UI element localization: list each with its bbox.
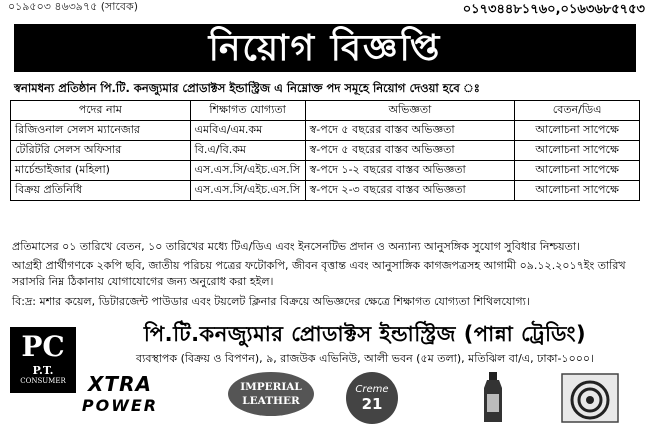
table-row xyxy=(11,181,640,201)
cell-salary: আলোচনা সাপেক্ষে xyxy=(515,161,640,181)
application-note: আগ্রহী প্রার্থীগণকে ২কপি ছবি, জাতীয় পরিচয় পত্রের ফটোকপি, জীবন বৃত্তান্ত এবং আনুসাঙ্গিক কাগজপত্রসহ আগামী ০৯.১২.২০১৭ইং তারিখ সরাসরি নিম্ন ঠিকানায় যোগাযোগের জন্য অনুরোধ করা হইল। xyxy=(12,259,626,288)
top-strip xyxy=(0,0,651,22)
special-note: বি:দ্র: মশার কয়েল, ডিটারজেন্ট পাউডার এবং টয়লেট ক্লিনার বিক্রয়ে অভিজ্ঞদের ক্ষেত্রে শিক্ষাগত যোগ্যতা শিথিলযোগ্য। xyxy=(12,295,530,308)
salary-note: প্রতিমাসের ০১ তারিখে বেতন, ১০ তারিখের মধ্যে টিএ/ডিএ এবং ইনসেনটিভ প্রদান ও অন্যান্য আনুসঙ্গিক সুযোগ সুবিধার নিশ্চয়তা। xyxy=(12,240,581,253)
imperial-leather-logo xyxy=(228,372,314,424)
imperial-leather-badge xyxy=(228,372,314,416)
creme21-badge xyxy=(346,372,398,424)
creme-number: 21 xyxy=(361,395,383,413)
table-row xyxy=(11,161,640,181)
cell-salary: আলোচনা সাপেক্ষে xyxy=(515,181,640,201)
mosquito-coil-box-icon xyxy=(560,372,620,424)
logo-mark: PC xyxy=(21,330,65,363)
cell-qualification: এস.এস.সি/এইচ.এস.সি xyxy=(190,161,305,181)
cell-qualification: এস.এস.সি/এইচ.এস.সি xyxy=(190,181,305,201)
creme-word: Creme xyxy=(355,384,389,395)
power-word: POWER xyxy=(81,396,159,415)
xtra-power-logo xyxy=(80,372,160,424)
cell-qualification: এমবিএ/এম.কম xyxy=(190,121,305,141)
cell-experience: স্ব-পদে ৫ বছরের বাস্তব অভিজ্ঞতা xyxy=(305,121,515,141)
header-post: পদের নাম xyxy=(11,101,191,121)
header-qualification: শিক্ষাগত যোগ্যতা xyxy=(190,101,305,121)
cell-experience: স্ব-পদে ৫ বছরের বাস্তব অভিজ্ঞতা xyxy=(305,141,515,161)
table-row xyxy=(11,121,640,141)
company-logo xyxy=(10,327,76,393)
logo-subtitle: CONSUMER xyxy=(20,377,66,385)
top-left-text: ০১৯৫০৩ ৪৬৩৯৭৫ (সাবেক) xyxy=(8,0,139,13)
recruitment-headline: নিয়োগ বিজ্ঞপ্তি xyxy=(14,24,636,72)
cell-experience: স্ব-পদে ২-৩ বছরের বাস্তব অভিজ্ঞতা xyxy=(305,181,515,201)
company-address: ব্যবস্থাপক (বিক্রয় ও বিপণন), ৯, রাজউক এভিনিউ, আলী ভবন (৫ম তলা), মতিঝিল বা/এ, ঢাকা-১০০০। xyxy=(136,352,594,365)
header-experience: অভিজ্ঞতা xyxy=(305,101,515,121)
contact-phone: ০১৭৩৪৪৮১৭৬০,০১৬৩৬৮৫৭৫৩ xyxy=(457,0,651,20)
toilet-cleaner-bottle-icon xyxy=(478,372,508,424)
cell-post: রিজিওনাল সেলস ম্যানেজার xyxy=(11,121,191,141)
company-name: পি.টি.কনজ্যুমার প্রোডাক্টস ইন্ডাস্ট্রিজ (পান্না ট্রেডিং) xyxy=(143,322,587,346)
cell-salary: আলোচনা সাপেক্ষে xyxy=(515,141,640,161)
cell-post: বিক্রয় প্রতিনিধি xyxy=(11,181,191,201)
creme21-logo xyxy=(344,372,400,424)
intro-text: স্বনামধন্য প্রতিষ্ঠান পি.টি. কনজ্যুমার প্রোডাক্টস ইন্ডাস্ট্রিজ এ নিম্নোক্ত পদ সমূহে নিয়োগ দেওয়া হবে ঃ xyxy=(14,81,480,95)
logo-name: P.T. xyxy=(32,364,54,377)
cell-post: টেরিটরি সেলস অফিসার xyxy=(11,141,191,161)
cell-qualification: বি.এ/বি.কম xyxy=(190,141,305,161)
cell-post: মার্চেন্ডাইজার (মহিলা) xyxy=(11,161,191,181)
cell-experience: স্ব-পদে ১-২ বছরের বাস্তব অভিজ্ঞতা xyxy=(305,161,515,181)
cell-salary: আলোচনা সাপেক্ষে xyxy=(515,121,640,141)
xtra-word: XTRA xyxy=(88,372,152,396)
imperial-word: IMPERIAL xyxy=(240,381,302,393)
jobs-table xyxy=(10,100,640,201)
header-salary: বেতন/ডিএ xyxy=(515,101,640,121)
leather-word: LEATHER xyxy=(242,395,300,407)
table-row xyxy=(11,141,640,161)
table-header-row xyxy=(11,101,640,121)
